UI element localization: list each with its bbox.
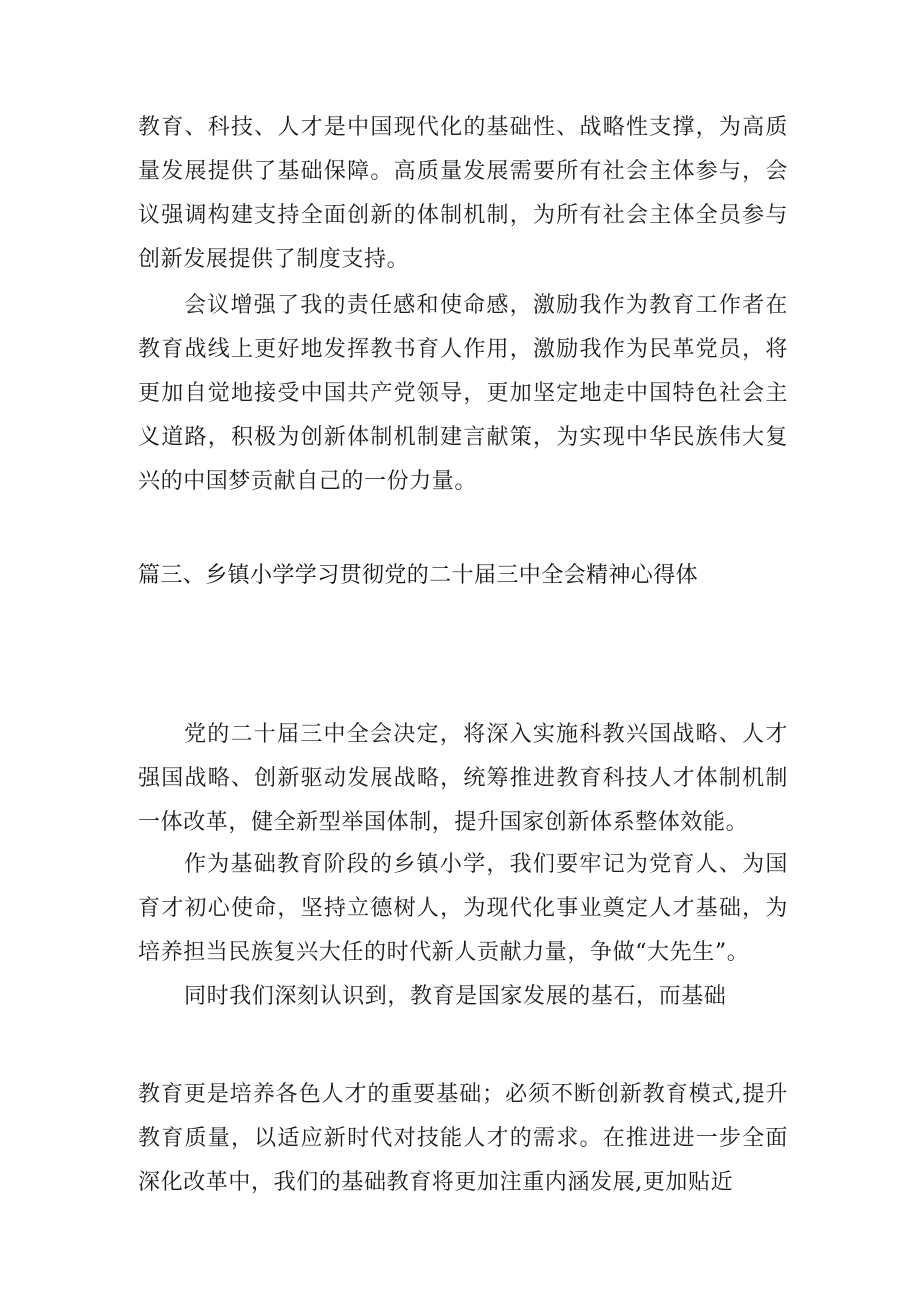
- body-paragraph: 党的二十届三中全会决定，将深入实施科教兴国战略、人才强国战略、创新驱动发展战略，统筹推进教育科技人才体制机制一体改革，健全新型举国体制，提升国家创新体系整体效能。: [138, 722, 788, 835]
- body-paragraph: 同时我们深刻认识到，教育是国家发展的基石，而基础: [184, 984, 727, 1009]
- body-paragraph: 教育更是培养各色人才的重要基础；必须不断创新教育模式,提升教育质量，以适应新时代对技能人才的需求。在推进进一步全面深化改革中，我们的基础教育将更加注重内涵发展,更加贴近: [138, 1082, 788, 1195]
- body-paragraph: 会议增强了我的责任感和使命感，激励我作为教育工作者在教育战线上更好地发挥教书育人作用，激励我作为民革党员，将更加自觉地接受中国共产党领导，更加坚定地走中国特色社会主义道路，积极为创新体制机制建言献策，为实现中华民族伟大复兴的中国梦贡献自己的一份力量。: [138, 293, 788, 494]
- body-paragraph: 作为基础教育阶段的乡镇小学，我们要牢记为党育人、为国育才初心使命，坚持立德树人，为现代化事业奠定人才基础，为培养担当民族复兴大任的时代新人贡献力量，争做“大先生”。: [138, 852, 788, 965]
- section-heading: 篇三、乡镇小学学习贯彻党的二十届三中全会精神心得体: [138, 563, 699, 588]
- body-paragraph: 教育、科技、人才是中国现代化的基础性、战略性支撑，为高质量发展提供了基础保障。高质量发展需要所有社会主体参与，会议强调构建支持全面创新的体制机制，为所有社会主体全员参与创新发展提供了制度支持。: [138, 115, 788, 272]
